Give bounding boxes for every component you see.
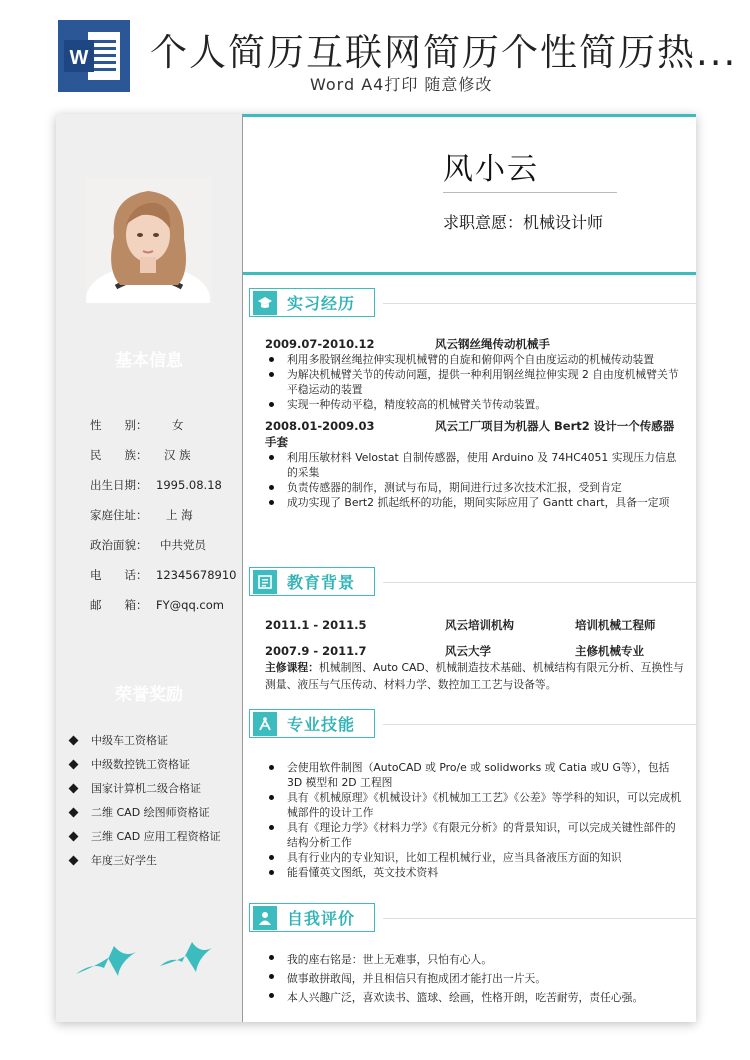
education-content xyxy=(265,617,685,693)
diamond-bullet-icon xyxy=(69,855,79,865)
job-objective: 求职意愿：机械设计师 xyxy=(443,213,604,232)
info-row-political: 政治面貌： 中共党员 xyxy=(90,538,206,552)
honors-heading: 荣誉奖励 xyxy=(115,685,183,705)
info-value: 12345678910 xyxy=(156,568,237,582)
entry-header: 2008.01-2009.03 风云工厂项目为机器人 Bert2 设计一个传感器手套 xyxy=(265,419,675,449)
template-subtitle: Word A4打印 随意修改 xyxy=(310,75,493,94)
top-accent-line xyxy=(243,114,696,117)
education-row: 2011.1 - 2011.5 风云培训机构 培训机械工程师 xyxy=(265,618,656,632)
info-value: 中共党员 xyxy=(160,538,206,552)
list-item: 中级车工资格证 xyxy=(68,728,240,752)
list-item: 二维 CAD 绘图师资格证 xyxy=(68,800,240,824)
list-item: 中级数控铣工资格证 xyxy=(68,752,240,776)
basic-info-list xyxy=(90,410,240,620)
entry-header: 2009.07-2010.12 风云钢丝绳传动机械手 xyxy=(265,337,550,351)
info-value: 女 xyxy=(172,418,184,432)
section-education-heading: 教育背景 xyxy=(249,567,375,596)
list-item: 具有行业内的专业知识，比如工程机械行业，应当具备液压方面的知识 xyxy=(265,850,685,865)
list-item: 具有《机械原理》《机械设计》《机械加工工艺》《公差》等学科的知识，可以完成机械部件的设计工作 xyxy=(265,790,685,820)
list-item: 成功实现了 Bert2 抓起纸杯的功能，期间实际应用了 Gantt chart，具备一定项 xyxy=(265,495,685,510)
list-item: 会使用软件制图（AutoCAD 或 Pro/e 或 solidworks 或 Catia 或U G等），包括 3D 模型和 2D 工程图 xyxy=(265,760,685,790)
list-item: 年度三好学生 xyxy=(68,848,240,872)
person-icon xyxy=(253,906,277,930)
basic-info-heading: 基本信息 xyxy=(115,351,183,371)
info-value: 汉 族 xyxy=(164,448,191,462)
candidate-name: 风小云 xyxy=(443,152,539,187)
list-item: 能看懂英文图纸，英文技术资料 xyxy=(265,865,685,880)
list-item: 为解决机械臂关节的传动问题，提供一种利用钢丝绳拉伸实现 2 自由度机械臂关节平稳运动的装置 xyxy=(265,367,685,397)
main-content xyxy=(242,114,696,1022)
info-row-ethnicity: 民 族： 汉 族 xyxy=(90,448,191,462)
self-evaluation-content xyxy=(265,950,685,1007)
skills-content xyxy=(265,760,685,880)
decorative-swoosh-icon xyxy=(74,936,224,982)
list-item: 利用压敏材料 Velostat 自制传感器，使用 Arduino 及 74HC4051 实现压力信息的采集 xyxy=(265,450,685,480)
divider xyxy=(383,582,696,583)
diamond-bullet-icon xyxy=(69,807,79,817)
info-row-birthdate: 出生日期： 1995.08.18 xyxy=(90,478,222,492)
education-row: 2007.9 - 2011.7 风云大学 主修机械专业 xyxy=(265,644,644,658)
list-item: 负责传感器的制作，测试与布局，期间进行过多次技术汇报，受到肯定 xyxy=(265,480,685,495)
list-item: 实现一种传动平稳，精度较高的机械臂关节传动装置。 xyxy=(265,397,685,412)
internship-content xyxy=(265,336,685,510)
list-item: 三维 CAD 应用工程资格证 xyxy=(68,824,240,848)
list-item: 我的座右铭是：世上无难事，只怕有心人。 xyxy=(265,950,685,969)
profile-photo xyxy=(86,177,212,303)
divider xyxy=(383,724,696,725)
word-document-icon xyxy=(58,20,130,92)
info-value: 上 海 xyxy=(166,508,193,522)
list-item: 做事敢拼敢闯，并且相信只有抱成团才能打出一片天。 xyxy=(265,969,685,988)
diamond-bullet-icon xyxy=(69,735,79,745)
list-item: 国家计算机二级合格证 xyxy=(68,776,240,800)
list-item: 具有《理论力学》《材料力学》《有限元分析》的背景知识，可以完成关键性部件的结构分析工作 xyxy=(265,820,685,850)
divider xyxy=(383,918,696,919)
template-banner xyxy=(0,0,750,100)
honors-list xyxy=(68,728,240,872)
sidebar xyxy=(56,114,242,1022)
info-row-gender: 性 别： 女 xyxy=(90,418,184,432)
list-item: 利用多股钢丝绳拉伸实现机械臂的自旋和俯仰两个自由度运动的机械传动装置 xyxy=(265,352,685,367)
svg-text:W: W xyxy=(69,47,89,69)
resume-page xyxy=(56,114,696,1022)
section-skills-heading: 专业技能 xyxy=(249,709,375,738)
section-internship-heading: 实习经历 xyxy=(249,288,375,317)
info-value: FY@qq.com xyxy=(156,598,224,612)
diamond-bullet-icon xyxy=(69,759,79,769)
info-value: 1995.08.18 xyxy=(156,478,222,492)
template-title: 个人简历互联网简历个性简历热... xyxy=(150,31,738,74)
book-icon xyxy=(253,570,277,594)
diamond-bullet-icon xyxy=(69,783,79,793)
diamond-bullet-icon xyxy=(69,831,79,841)
info-row-email: 邮 箱： FY@qq.com xyxy=(90,598,224,612)
divider xyxy=(383,303,696,304)
courses: 主修课程：机械制图、Auto CAD、机械制造技术基础、机械结构有限元分析、互换性与测量、液压与气压传动、材料力学、数控加工工艺与设备等。 xyxy=(265,661,684,691)
list-item: 本人兴趣广泛，喜欢读书、篮球、绘画，性格开朗，吃苦耐劳，责任心强。 xyxy=(265,988,685,1007)
info-row-address: 家庭住址： 上 海 xyxy=(90,508,193,522)
header-accent-line xyxy=(243,272,696,275)
compass-icon xyxy=(253,712,277,736)
divider xyxy=(443,192,617,193)
section-self-heading: 自我评价 xyxy=(249,903,375,932)
graduation-cap-icon xyxy=(253,291,277,315)
info-row-phone: 电 话： 12345678910 xyxy=(90,568,237,582)
